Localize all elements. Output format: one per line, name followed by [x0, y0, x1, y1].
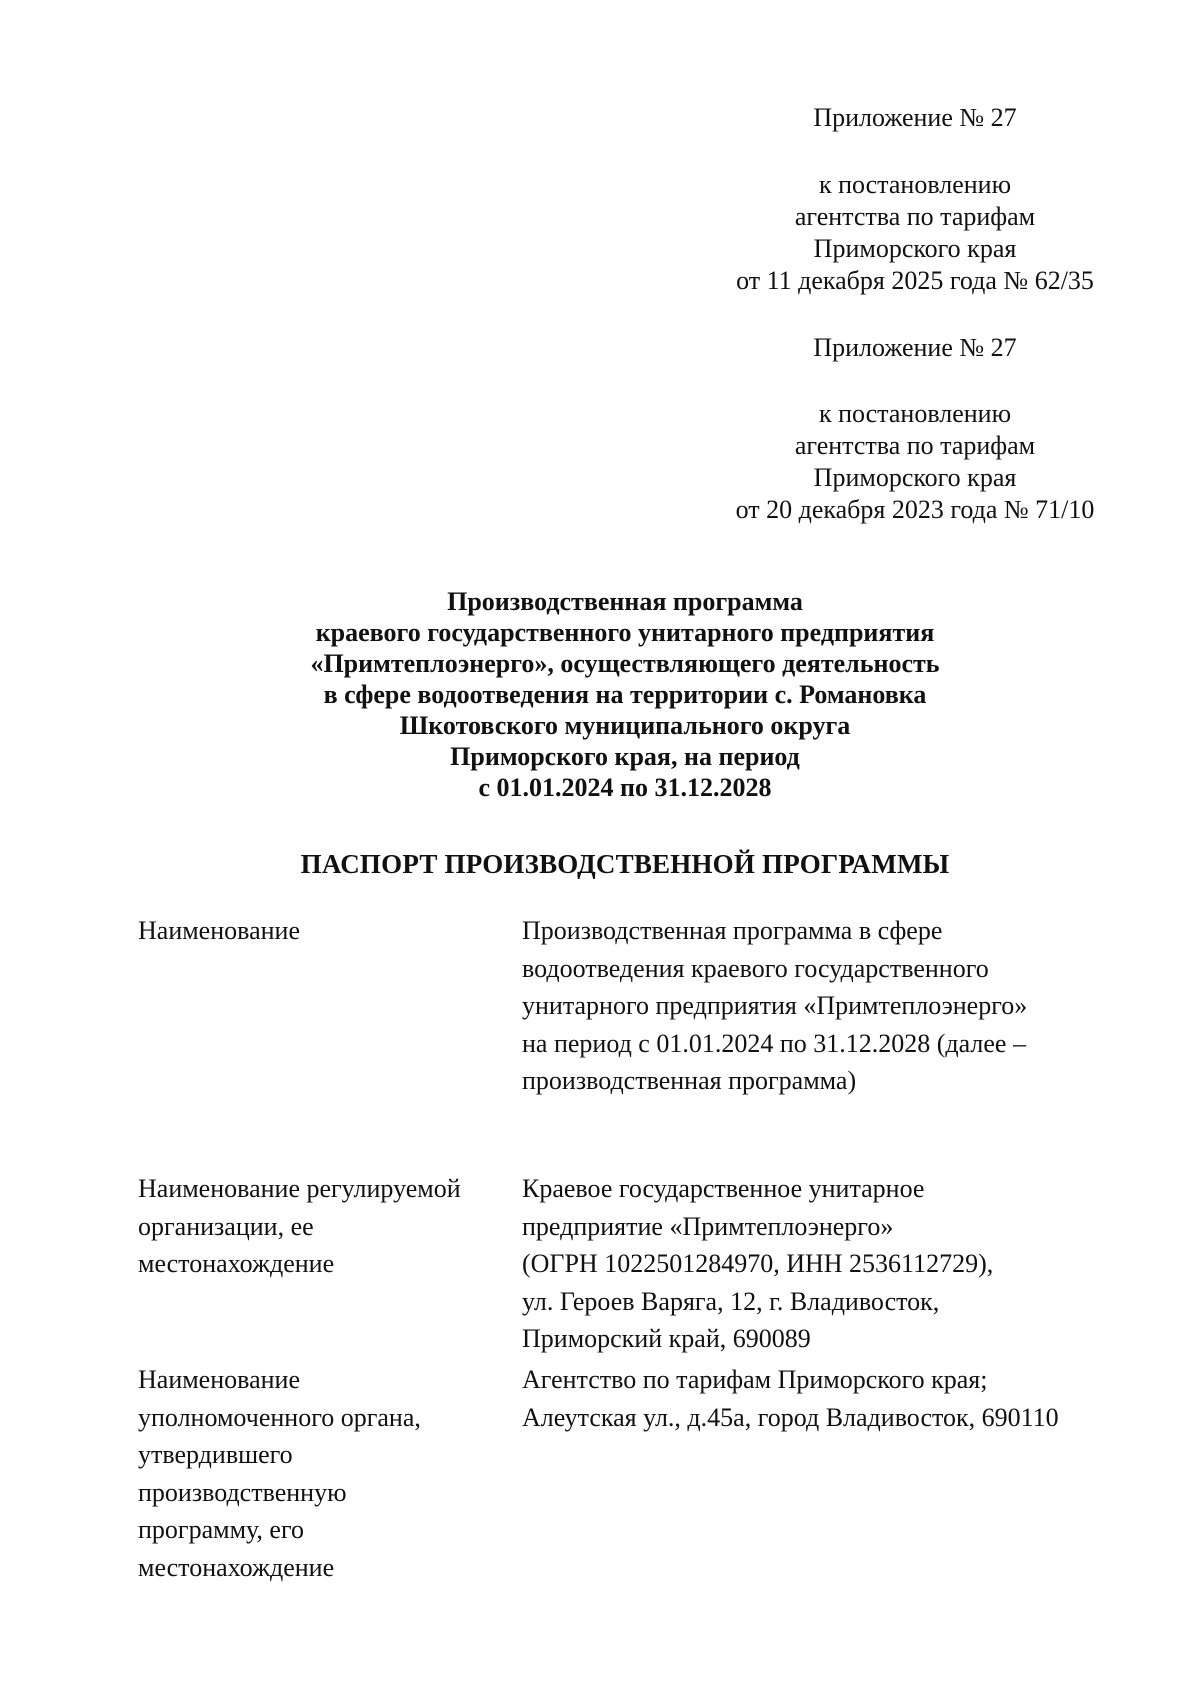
- passport-label-line: утвердившего: [138, 1440, 293, 1469]
- passport-value-line: Алеутская ул., д.45а, город Владивосток, 690110: [522, 1402, 1059, 1432]
- appendix-line: агентства по тарифам: [794, 202, 1036, 231]
- passport-value: [522, 1170, 1122, 1358]
- passport-label-line: производственную: [138, 1477, 347, 1507]
- appendix-previous-reference: [690, 398, 1140, 526]
- appendix-title-text: Приложение № 27: [813, 333, 1017, 362]
- program-title-line: Шкотовского муниципального округа: [399, 711, 851, 740]
- passport-value-line: производственная программа): [522, 1066, 857, 1095]
- passport-label: [138, 1170, 518, 1283]
- passport-label-line: Наименование: [138, 916, 300, 945]
- program-title: [200, 586, 1050, 803]
- passport-value-line: Производственная программа в сфере: [522, 916, 943, 945]
- passport-value-line: водоотведения краевого государственного: [522, 953, 989, 983]
- appendix-line: Приморского края: [813, 463, 1017, 492]
- passport-value-line: на период с 01.01.2024 по 31.12.2028 (далее –: [522, 1028, 1026, 1058]
- passport-label: [138, 1361, 518, 1586]
- passport-label-line: местонахождение: [138, 1552, 335, 1582]
- passport-value-line: (ОГРН 1022501284970, ИНН 2536112729),: [522, 1249, 994, 1278]
- passport-value-line: Агентство по тарифам Приморского края;: [522, 1365, 988, 1394]
- appendix-line: от 11 декабря 2025 года № 62/35: [736, 266, 1094, 295]
- program-title-line: краевого государственного унитарного предприятия: [315, 618, 935, 647]
- appendix-line: от 20 декабря 2023 года № 71/10: [735, 495, 1095, 524]
- program-title-line: с 01.01.2024 по 31.12.2028: [478, 773, 772, 802]
- passport-label: [138, 912, 518, 950]
- passport-value: [522, 912, 1122, 1100]
- program-title-line: Производственная программа: [447, 587, 803, 616]
- passport-value-line: Приморский край, 690089: [522, 1324, 811, 1353]
- passport-label-line: местонахождение: [138, 1249, 335, 1278]
- appendix-previous-title: [790, 332, 1040, 364]
- appendix-line: Приморского края: [813, 234, 1017, 263]
- passport-label-line: Наименование регулируемой: [138, 1174, 461, 1203]
- passport-heading: ПАСПОРТ ПРОИЗВОДСТВЕННОЙ ПРОГРАММЫ: [300, 849, 950, 879]
- passport-label-line: организации, ее: [138, 1211, 314, 1241]
- appendix-current-reference: [690, 169, 1140, 297]
- program-title-line: в сфере водоотведения на территории с. Романовка: [323, 680, 927, 709]
- appendix-line: к постановлению: [818, 399, 1012, 428]
- passport-value: [522, 1361, 1122, 1436]
- program-title-line: «Примтеплоэнерго», осуществляющего деятельность: [310, 649, 940, 678]
- appendix-current-title: [790, 102, 1040, 134]
- appendix-title-text: Приложение № 27: [813, 103, 1017, 132]
- passport-value-line: ул. Героев Варяга, 12, г. Владивосток,: [522, 1286, 940, 1316]
- program-title-line: Приморского края, на период: [450, 742, 800, 771]
- passport-label-line: Наименование: [138, 1365, 300, 1394]
- passport-label-line: программу, его: [138, 1515, 304, 1544]
- appendix-line: к постановлению: [818, 170, 1012, 199]
- appendix-line: агентства по тарифам: [794, 431, 1036, 460]
- passport-value-line: Краевое государственное унитарное: [522, 1174, 925, 1203]
- passport-value-line: предприятие «Примтеплоэнерго»: [522, 1211, 894, 1241]
- passport-label-line: уполномоченного органа,: [138, 1402, 421, 1432]
- passport-value-line: унитарного предприятия «Примтеплоэнерго»: [522, 991, 1028, 1020]
